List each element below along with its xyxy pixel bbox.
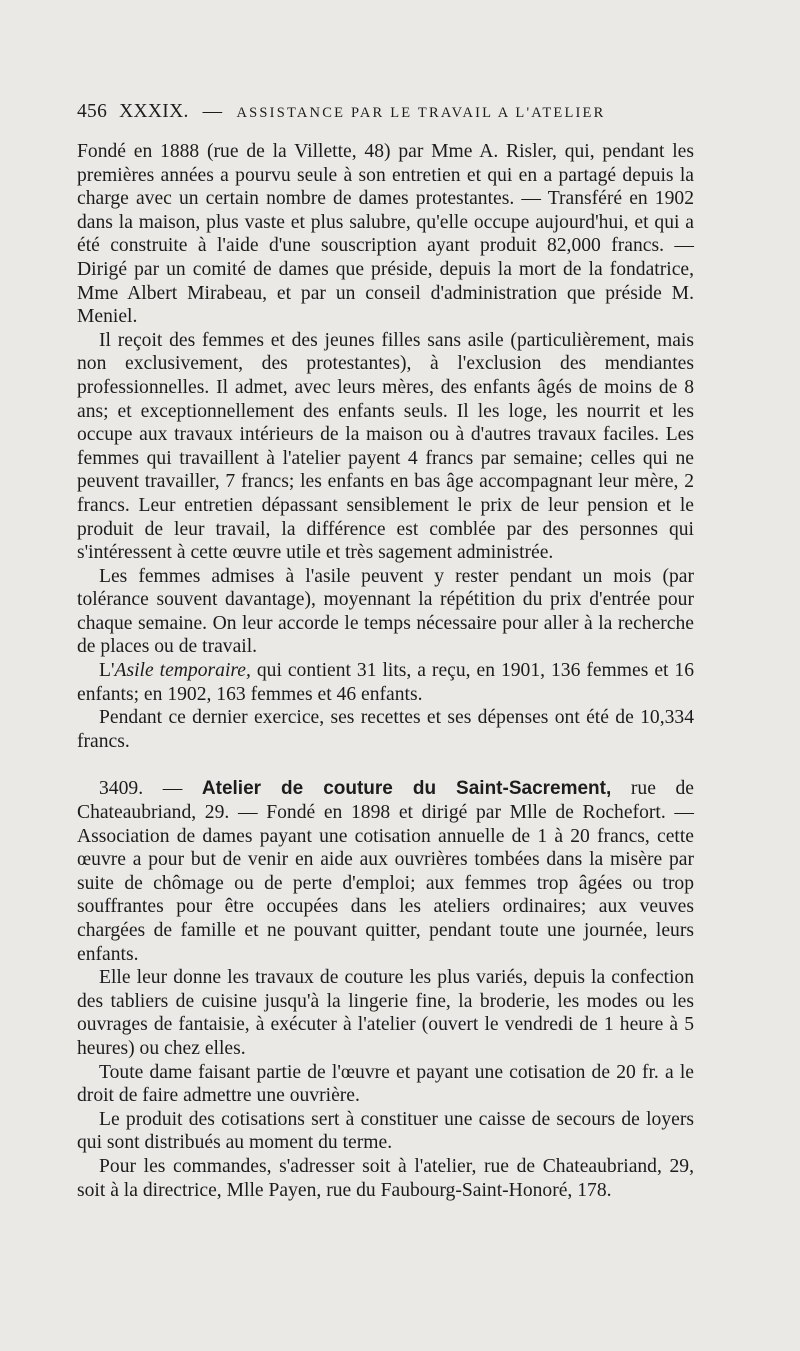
paragraph-admission: Il reçoit des femmes et des jeunes filles sans asile (particulièrement, mais non exclusivement, des protestantes), à l'exclusion des mendiantes professionnelles. Il admet, avec leurs mères, des enfants âgés de moins de 8 ans; et exceptionnellement des enfants seuls. Il les loge, les nourrit et les occupe aux travaux intérieurs de la maison ou à d'autres travaux faciles. Les femmes qui travaillent à l'atelier payent 4 francs par semaine; celles qui ne peuvent travailler, 7 francs; les enfants en bas âge accompagnant leur mère, 2 francs. Leur entretien dépassant sensiblement le prix de leur pension et le produit de leur travail, la différence est comblée par des personnes qui s'intéressent à cette œuvre utile et très sagement administrée. [77,329,694,564]
paragraph-orders: Pour les commandes, s'adresser soit à l'atelier, rue de Chateaubriand, 29, soit à la directrice, Mlle Payen, rue du Faubourg-Saint-Honoré, 178. [77,1155,694,1201]
paragraph-asile [77,659,694,706]
paragraph-work: Elle leur donne les travaux de couture les plus variés, depuis la confection des tabliers de cuisine jusqu'à la lingerie fine, la broderie, les modes ou les ouvrages de fantaisie, à exécuter à l'atelier (ouvert le vendredi de 1 heure à 5 heures) ou chez elles. [77,967,694,1059]
paragraph-relief-fund: Le produit des cotisations sert à constituer une caisse de secours de loyers qui sont distribués au moment du terme. [77,1108,694,1154]
part-number: XXXIX. [119,101,189,122]
asile-text: qui contient 31 lits, a reçu, en 1901, 136 femmes et 16 enfants; en 1902, 163 femmes et 46 enfants. [77,660,695,705]
entry-3409 [77,777,694,966]
paragraph-budget: Pendant ce dernier exercice, ses recettes et ses dépenses ont été de 10,334 francs. [77,707,694,752]
paragraph-foundation: Fondé en 1888 (rue de la Villette, 48) par Mme A. Risler, qui, pendant les premières années a pourvu seule à son entretien et qui en a partagé depuis la charge avec un certain nombre de dames protestantes. — Transféré en 1902 dans la maison, plus vaste et plus salubre, qu'elle occupe aujourd'hui, et qui a été construite à l'aide d'une souscription ayant produit 82,000 francs. — Dirigé par un comité de dames que préside, depuis la mort de la fondatrice, Mme Albert Mirabeau, et par un conseil d'administration que préside M. Meniel. [77,141,694,328]
entry-title: Atelier de couture du Saint-Sacrement, [201,778,612,800]
running-title: ASSISTANCE PAR LE TRAVAIL A L'ATELIER [236,105,606,121]
running-header [77,101,693,123]
entry-text: rue de Chateaubriand, 29. — Fondé en 1898 et dirigé par Mlle de Rochefort. — Association de dames payant une cotisation annuelle de 1 à 20 francs, cette œuvre a pour but de venir en aide aux ouvrières tombées dans la misère par suite de chômage ou de perte d'emploi; aux femmes trop âgées ou trop souffrantes pour être occupées dans les ateliers ordinaires; aux veuves chargées de famille et ne pouvant quitter, pendant toute une journée, leurs enfants. [77,778,695,965]
page-number: 456 [77,101,108,122]
page-body [77,140,694,1202]
paragraph-membership: Toute dame faisant partie de l'œuvre et payant une cotisation de 20 fr. a le droit de faire admettre une ouvrière. [77,1061,694,1107]
header-dash: — [202,101,223,122]
asile-title: Asile temporaire, [114,660,251,682]
paragraph-stay: Les femmes admises à l'asile peuvent y rester pendant un mois (par tolérance souvent davantage), moyennant la répétition du prix d'entrée pour chaque semaine. On leur accorde le temps nécessaire pour aller à la recherche de places ou de travail. [77,565,694,658]
entry-number: 3409. — [99,778,202,800]
asile-prefix: L' [99,660,115,682]
